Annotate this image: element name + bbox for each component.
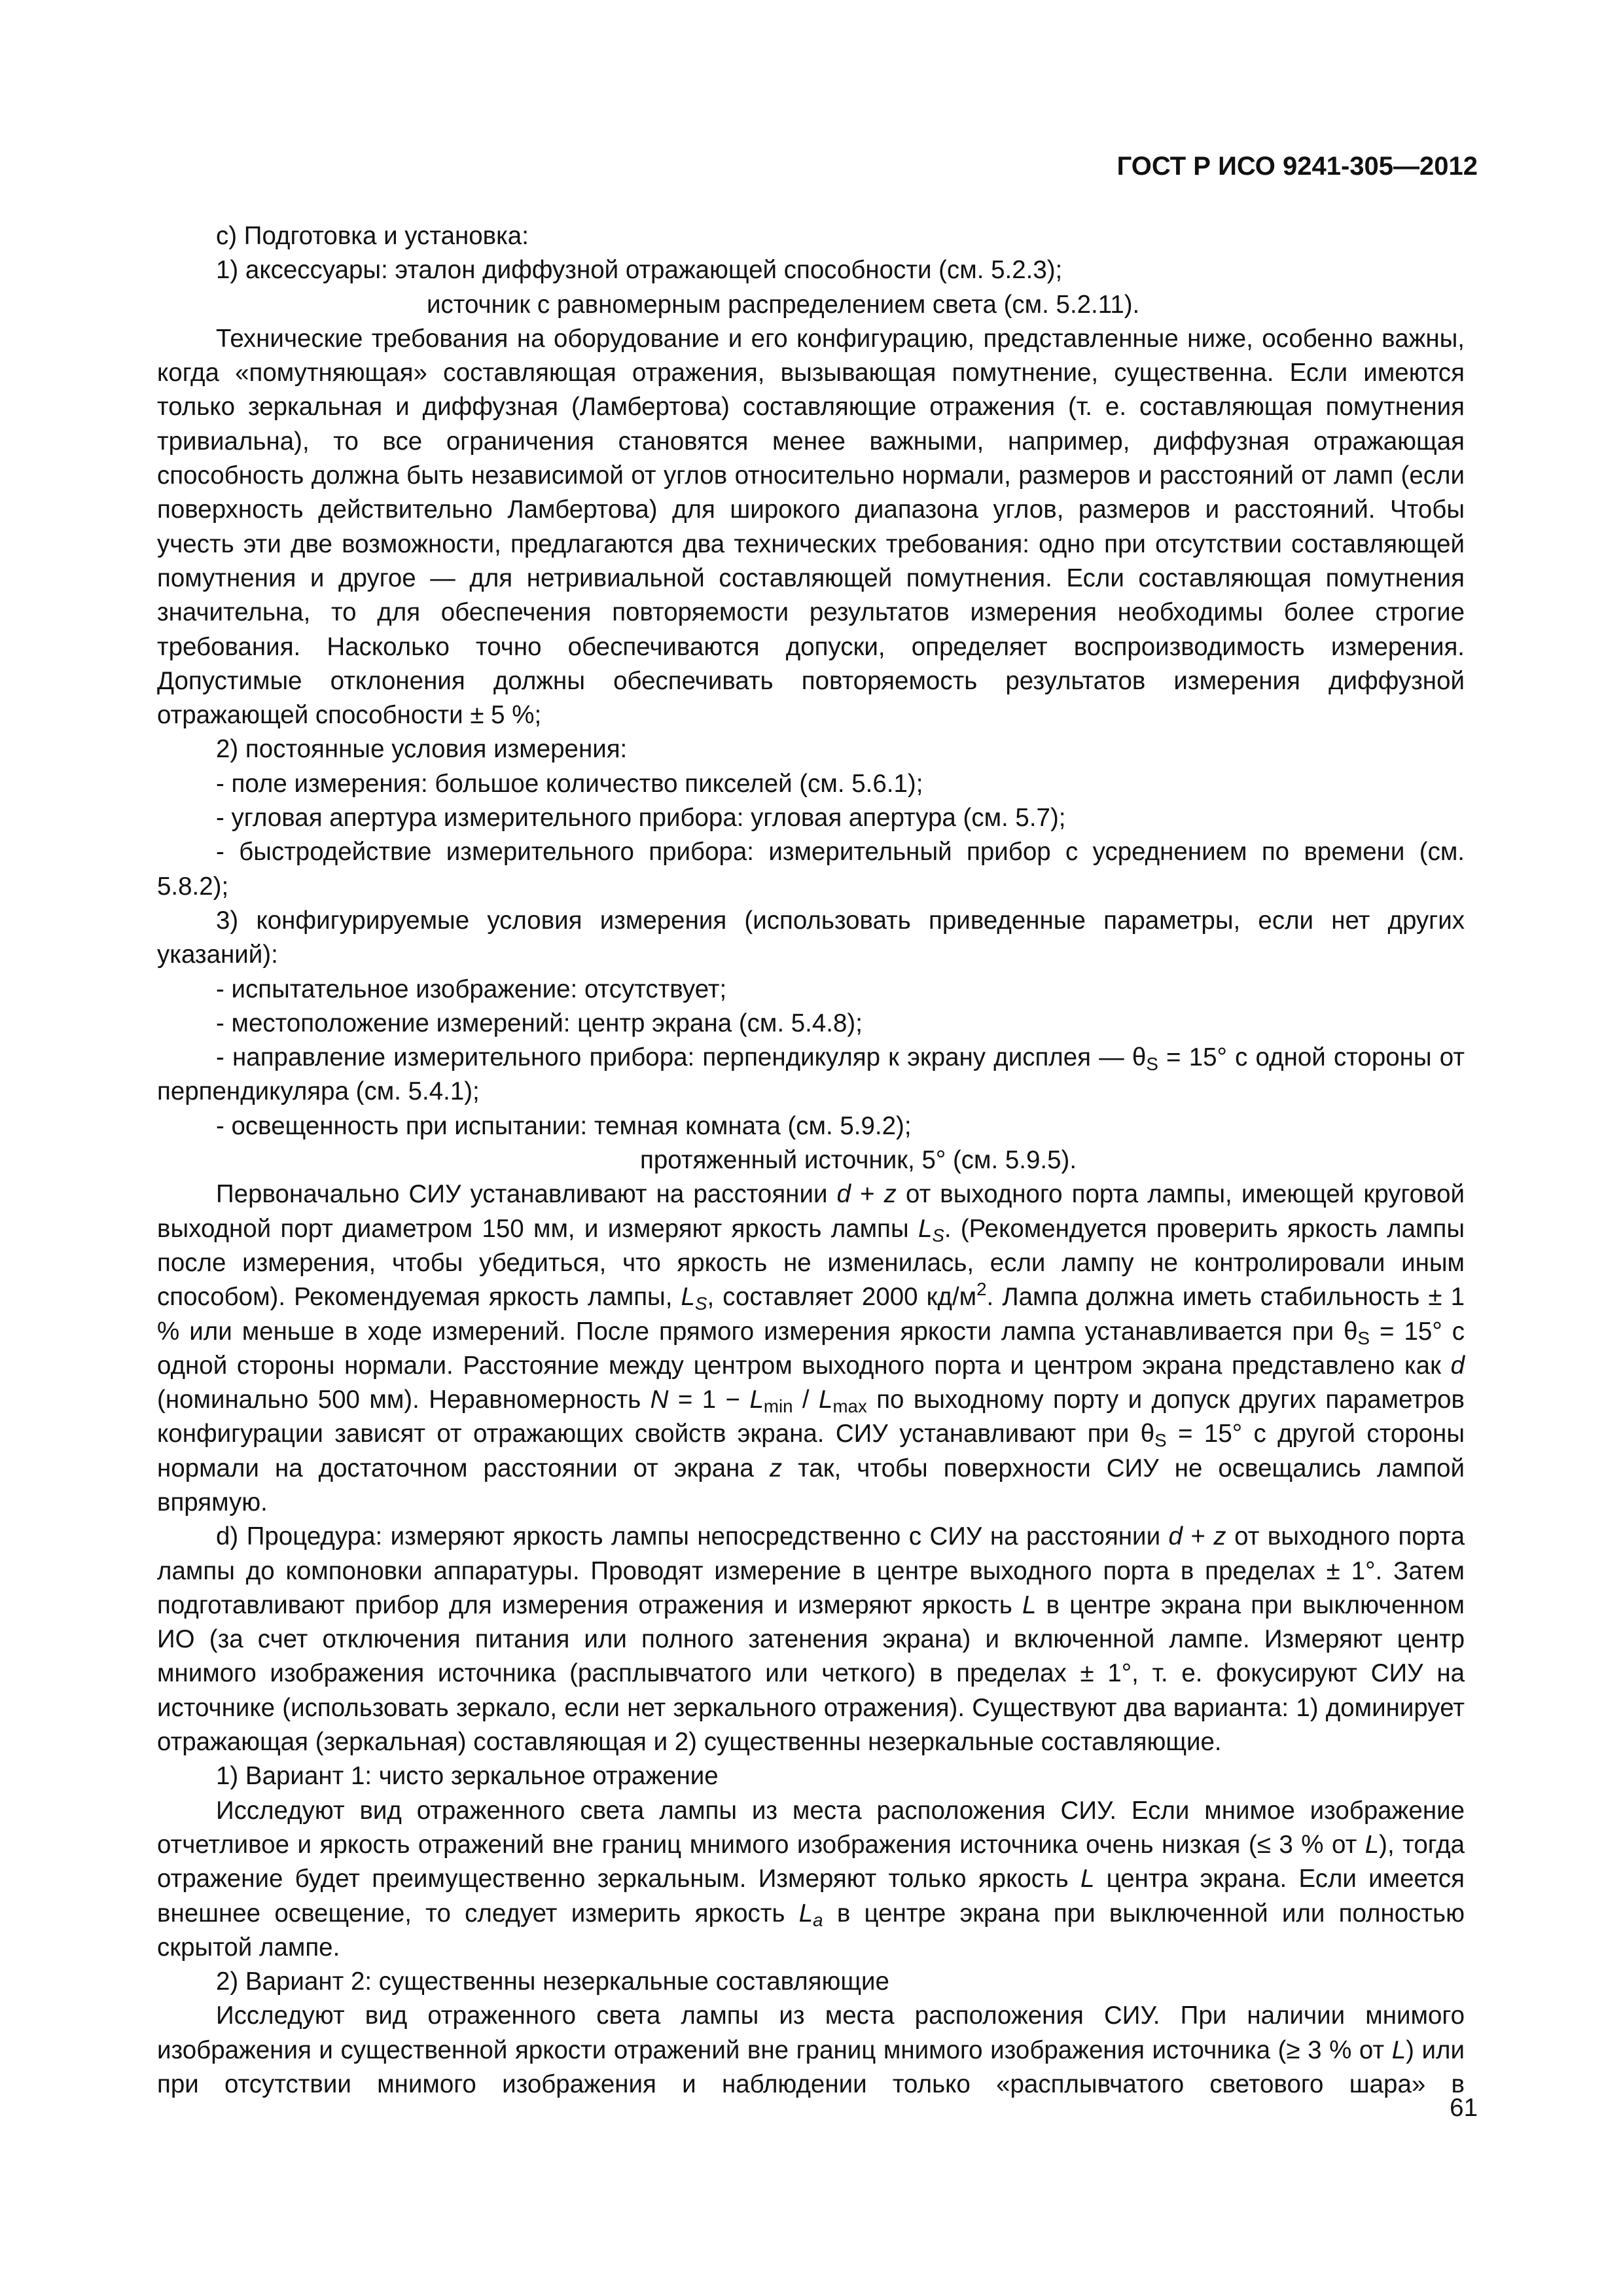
document-header: ГОСТ Р ИСО 9241-305—2012 (1116, 152, 1478, 181)
constant-conditions-list (157, 767, 1465, 836)
page-number: 61 (1450, 2094, 1478, 2122)
list-item: - угловая апертура измерительного прибора: угловая апертура (см. 5.7); (216, 804, 1066, 833)
list-item: - местоположение измерений: центр экрана (см. 5.4.8); (216, 1009, 863, 1037)
variant-1-paragraph: Исследуют вид отраженного света лампы из места расположения СИУ. Если мнимое изображение отчетливое и яркость отражений вне границ мнимого изображения источника очень низкая (≤ 3 % от L), тогда отражение будет преимущественно зеркальным. Измеряют только яркость L центра экрана. Если имеется внешнее освещение, то следует измерить яркость $L_a$ в центре экрана при выключенной или полностью скрытой лампе. (157, 1796, 1465, 1962)
initial-setup-paragraph: Первоначально СИУ устанавливают на расстоянии d + z от выходного порта лампы, имеющей круговой выходной порт диаметром 150 мм, и измеряют яркость лампы $L_S$. (Рекомендуется проверить яркость лампы после измерения, чтобы убедиться, что яркость не изменилась, если лампу не контролировали иным способом). Рекомендуемая яркость лампы, $L_S$, составляет 2000 $кд/м^2$. Лампа должна иметь стабильность ± 1 % или меньше в ходе измерений. После прямого измерения яркости лампа устанавливается при $\theta_S = 15^\circ$ с одной стороны нормали. Расстояние между центром выходного порта и центром экрана представлено как d (номинально 500 мм). Неравномерность $N = 1 - L_{min} / L_{max}$ по выходному порту и допуск других параметров конфигурации зависят от отражающих свойств экрана. СИУ устанавливают при $\theta_S = 15^\circ$ с другой стороны нормали на достаточном расстоянии от экрана z так, чтобы поверхности СИУ не освещались лампой впрямую. (157, 1180, 1465, 1516)
list-item-illumination: - освещенность при испытании: темная комната (см. 5.9.2); (216, 1111, 912, 1140)
list-item-direction: - направление измерительного прибора: перпендикуляр к экрану дисплея — $\theta_S = 15^\circ$ с одной стороны от перпендикуляра (см. 5.4.1); (157, 1043, 1465, 1106)
config-conditions-list (157, 973, 1465, 1041)
list-item: - испытательное изображение: отсутствует; (216, 975, 727, 1003)
accessories-line-2: источник с равномерным распределением света (см. 5.2.11). (427, 290, 1140, 319)
tech-requirements-paragraph: Технические требования на оборудование и его конфигурацию, представленные ниже, особенно важны, когда «помутняющая» составляющая отражения, вызывающая помутнение, существенна. Если имеются только зеркальная и диффузная (Ламбертова) составляющие отражения (т. е. составляющая помутнения тривиальна), то все ограничения становятся менее важными, например, диффузная отражающая способность должна быть независимой от углов относительно нормали, размеров и расстояний от ламп (если поверхность действительно Ламбертова) для широкого диапазона углов, размеров и расстояний. Чтобы учесть эти две возможности, предлагаются два технических требования: одно при отсутствии составляющей помутнения и другое — для нетривиальной составляющей помутнения. Если составляющая помутнения значительна, то для обеспечения повторяемости результатов измерения необходимы более строгие требования. Насколько точно обеспечиваются допуски, определяет воспроизводимость измерения. Допустимые отклонения должны обеспечивать повторяемость результатов измерения диффузной отражающей способности ± 5 %; (157, 324, 1465, 730)
variant-2-title: 2) Вариант 2: существенны незеркальные составляющие (216, 1967, 889, 1996)
variant-1-title: 1) Вариант 1: чисто зеркальное отражение (216, 1762, 719, 1791)
config-conditions-title: 3) конфигурируемые условия измерения (использовать приведенные параметры, если нет других указаний): (157, 906, 1465, 969)
list-item-speed: - быстродействие измерительного прибора: измерительный прибор с усреднением по времени (см. 5.8.2); (157, 838, 1465, 901)
accessories-line-1: 1) аксессуары: эталон диффузной отражающей способности (см. 5.2.3); (216, 256, 1063, 285)
document-body (157, 219, 1465, 2102)
illumination-line-2: протяженный источник, 5° (см. 5.9.5). (640, 1146, 1077, 1175)
procedure-paragraph: d) Процедура: измеряют яркость лампы непосредственно с СИУ на расстоянии d + z от выходного порта лампы до компоновки аппаратуры. Проводят измерение в центре выходного порта в пределах ± 1°. Затем подготавливают прибор для измерения отражения и измеряют яркость L в центре экрана при выключенном ИО (за счет отключения питания или полного затенения экрана) и включенной лампе. Измеряют центр мнимого изображения источника (расплывчатого или четкого) в пределах ± 1°, т. е. фокусируют СИУ на источнике (использовать зеркало, если нет зеркального отражения). Существуют два варианта: 1) доминирует отражающая (зеркальная) составляющая и 2) существенны незеркальные составляющие. (157, 1522, 1465, 1757)
section-c-title: с) Подготовка и установка: (216, 222, 529, 250)
constant-conditions-title: 2) постоянные условия измерения: (216, 735, 628, 764)
list-item: - поле измерения: большое количество пикселей (см. 5.6.1); (216, 769, 923, 798)
variant-2-paragraph: Исследуют вид отраженного света лампы из места расположения СИУ. При наличии мнимого изображения и существенной яркости отражений вне границ мнимого изображения источника (≥ 3 % от L) или при отсутствии мнимого изображения и наблюдении только «расплывчатого светового шара» в (157, 2001, 1465, 2099)
